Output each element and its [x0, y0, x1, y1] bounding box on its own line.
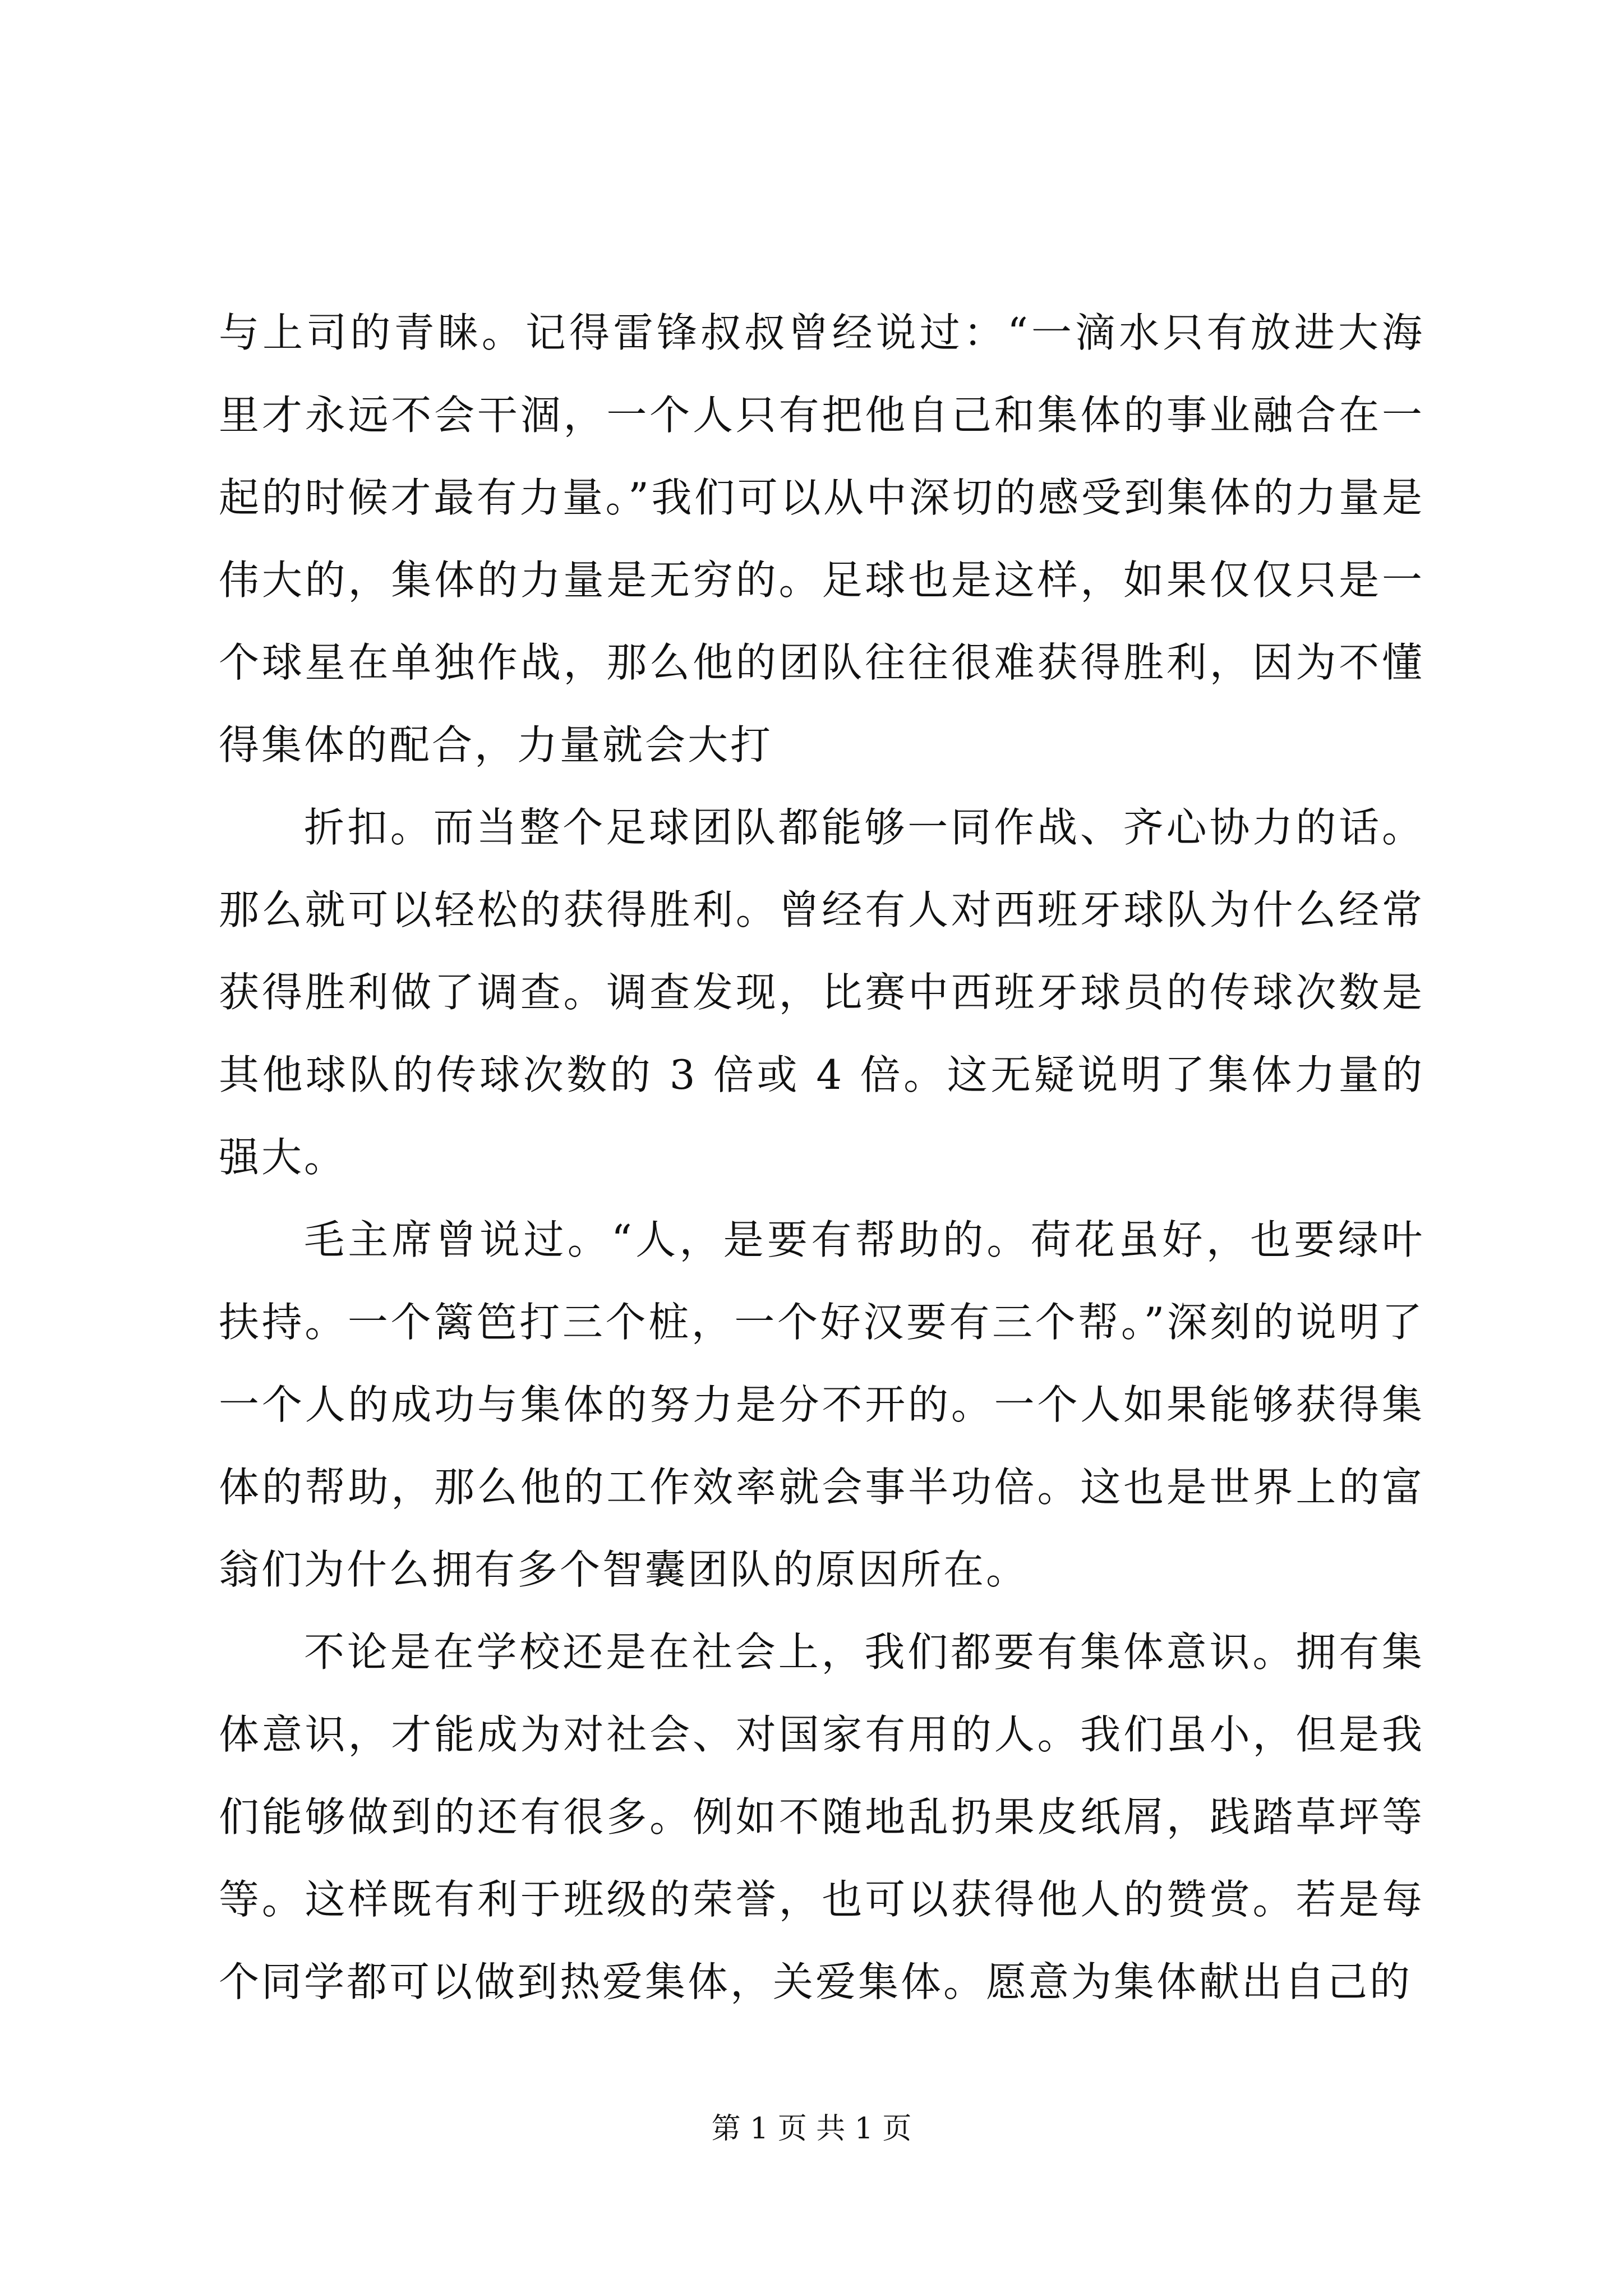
paragraph-1: 与上司的青睐。记得雷锋叔叔曾经说过：“一滴水只有放进大海里才永远不会干涸，一个人只有把他自己和集体的事业融合在一起的时候才最有力量。”我们可以从中深切的感受到集体的力量是伟大的，集体的力量是无穷的。足球也是这样，如果仅仅只是一个球星在单独作战，那么他的团队往往很难获得胜利，因为不懂得集体的配合，力量就会大打 [219, 309, 1424, 769]
paragraph-2: 折扣。而当整个足球团队都能够一同作战、齐心协力的话。那么就可以轻松的获得胜利。曾经有人对西班牙球队为什么经常获得胜利做了调查。调查发现，比赛中西班牙球员的传球次数是其他球队的传球次数的 3 倍或 4 倍。这无疑说明了集体力量的强大。 [219, 804, 1424, 1181]
paragraph-3: 毛主席曾说过。“人，是要有帮助的。荷花虽好，也要绿叶扶持。一个篱笆打三个桩，一个好汉要有三个帮。”深刻的说明了一个人的成功与集体的努力是分不开的。一个人如果能够获得集体的帮助，那么他的工作效率就会事半功倍。这也是世界上的富翁们为什么拥有多个智囊团队的原因所在。 [219, 1216, 1424, 1593]
paragraph-4: 不论是在学校还是在社会上，我们都要有集体意识。拥有集体意识，才能成为对社会、对国家有用的人。我们虽小，但是我们能够做到的还有很多。例如不随地乱扔果皮纸屑，践踏草坪等等。这样既有利于班级的荣誉，也可以获得他人的赞赏。若是每个同学都可以做到热爱集体，关爱集体。愿意为集体献出自己的 [219, 1628, 1424, 2005]
page-footer: 第 1 页 共 1 页 [711, 2112, 912, 2146]
document-body [219, 292, 1424, 2023]
